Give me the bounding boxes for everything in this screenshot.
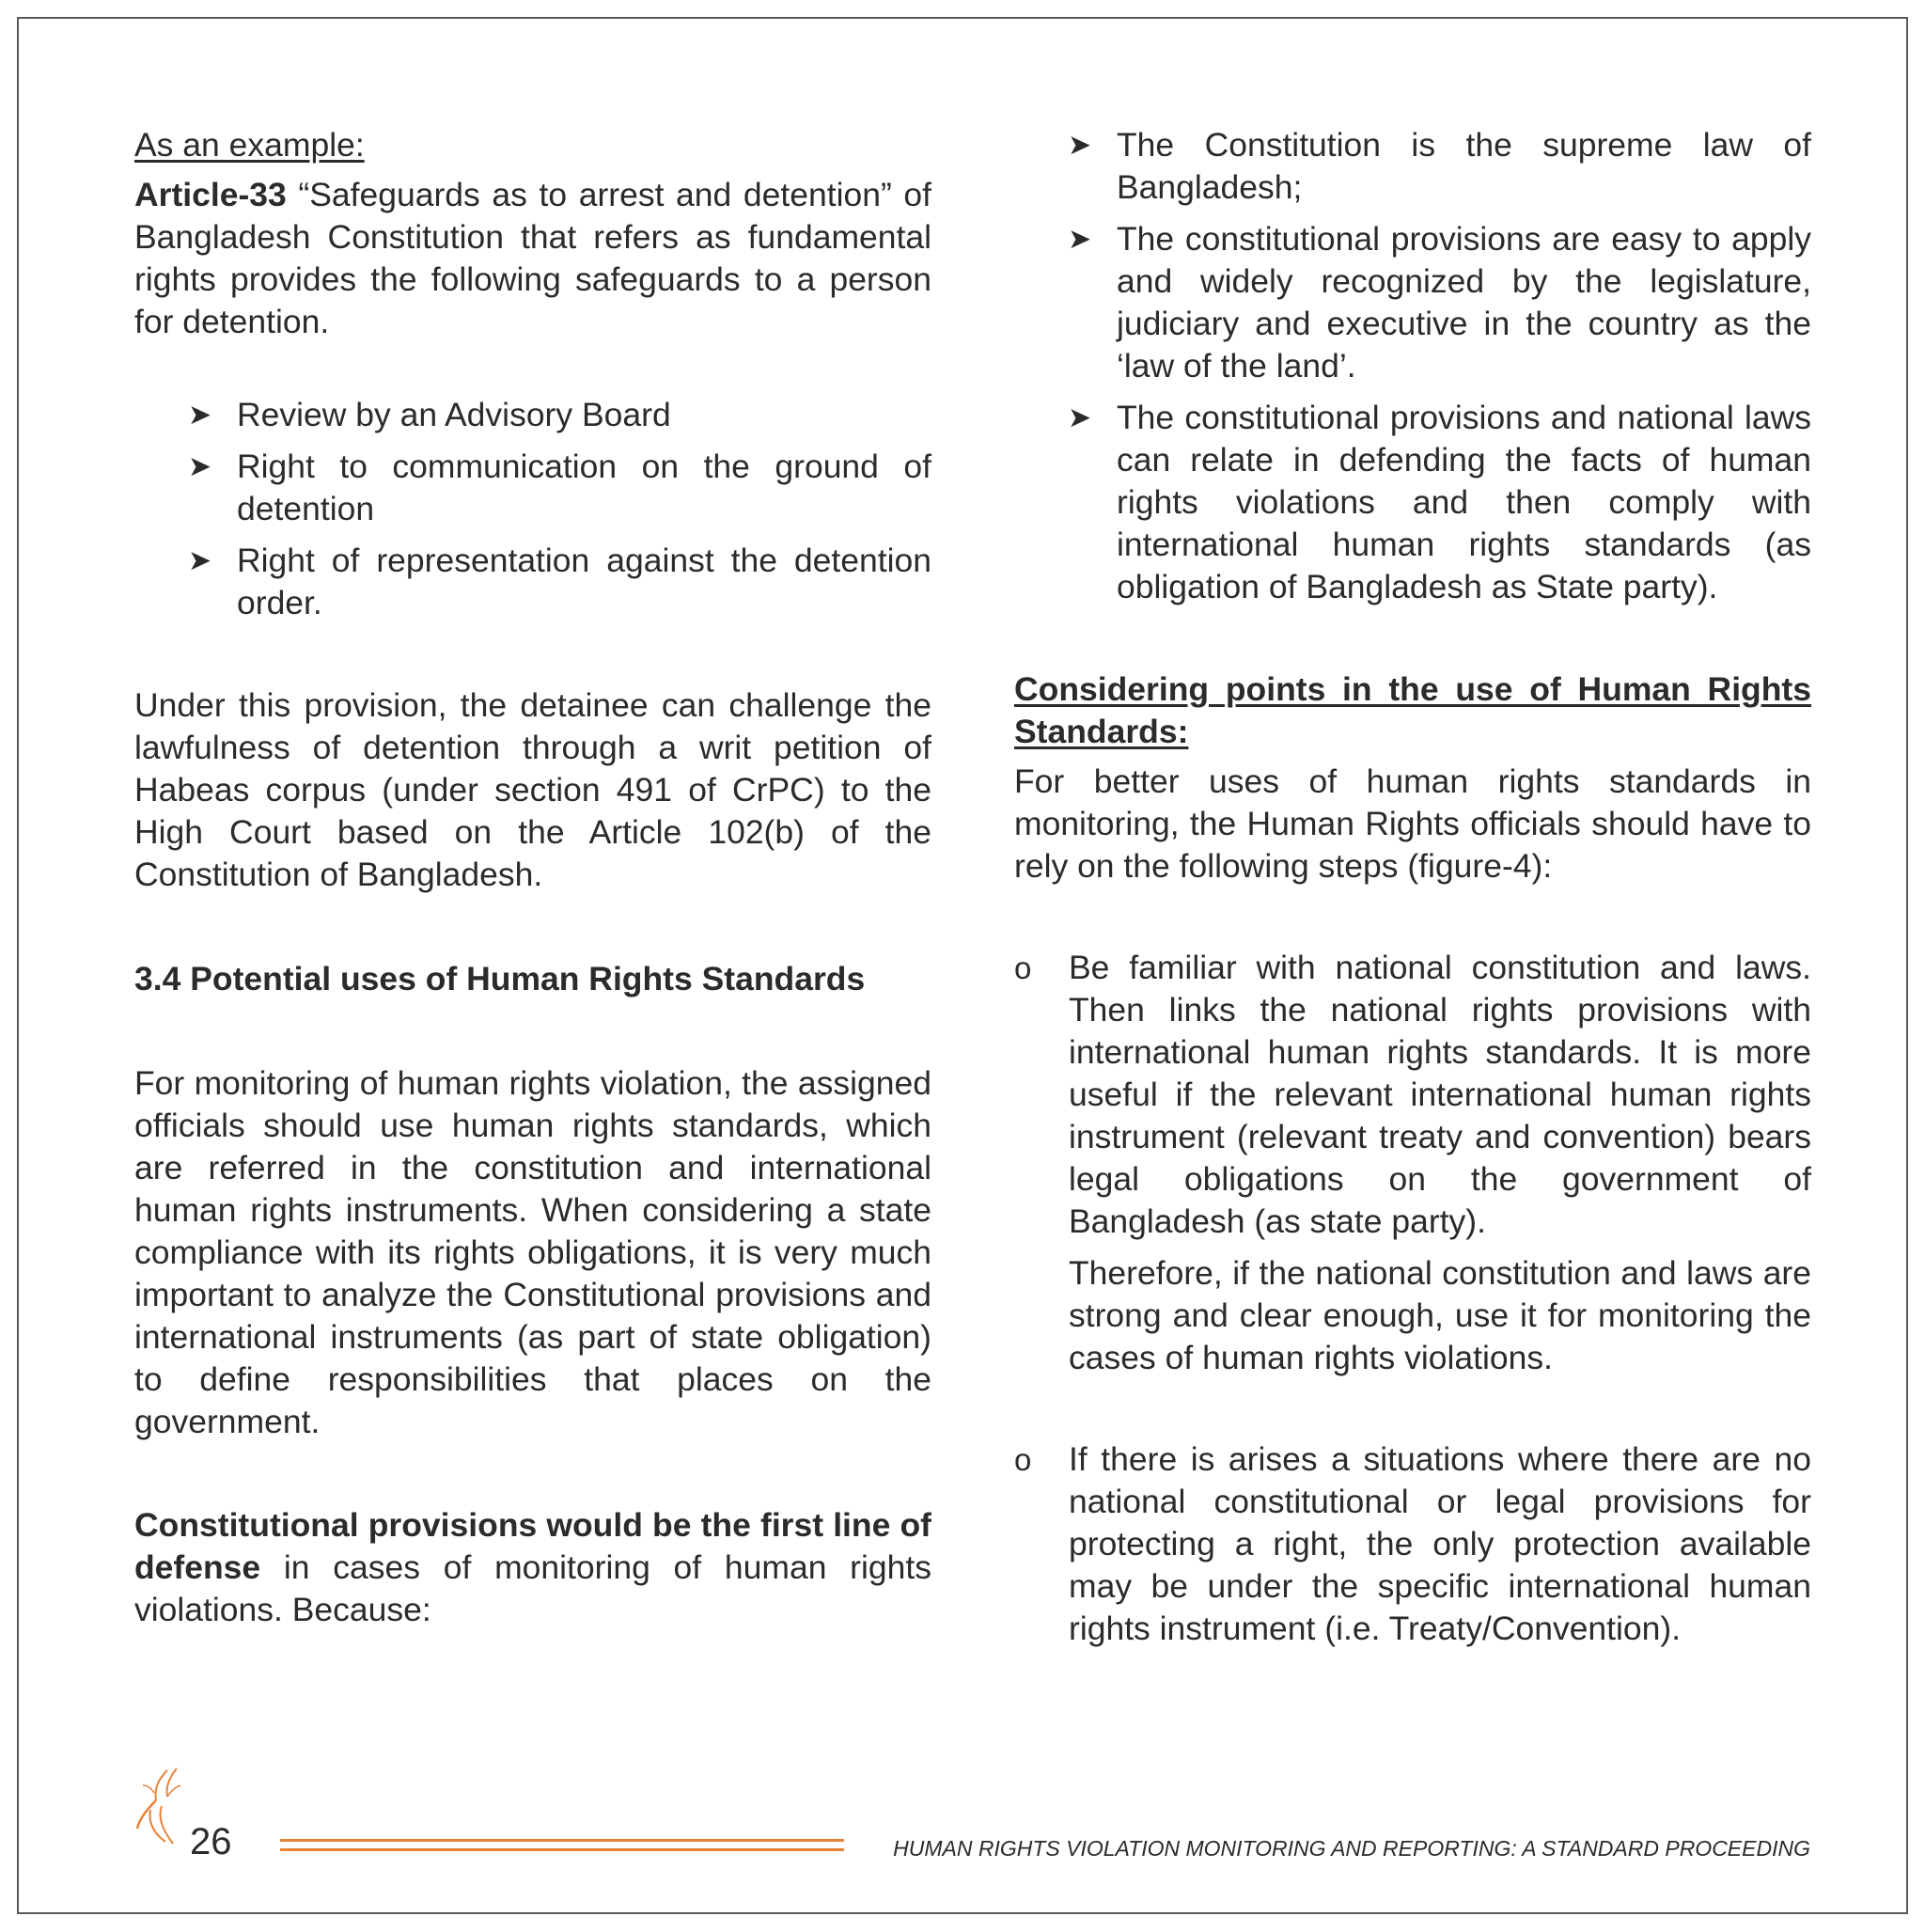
footer-rule-bottom <box>280 1848 844 1851</box>
provision-paragraph: Under this provision, the detainee can challenge the lawfulness of detention through a writ petition of Habeas corpus (under section 491 of CrPC) to the High Court based on the Article 102(b) of the Constitution of Bangladesh. <box>134 686 931 893</box>
right-column <box>1014 124 1811 1650</box>
considering-paragraph: For better uses of human rights standards in monitoring, the Human Rights officials should have to rely on the following steps (figure-4): <box>1014 762 1811 885</box>
step-text: If there is arises a situations where there are no national constitutional or legal provisions for protecting a right, the only protection available may be under the specific international human rights instrument (i.e. Treaty/Convention). <box>1069 1440 1811 1647</box>
circle-bullet-icon: o <box>1014 1442 1032 1477</box>
safeguards-list <box>188 394 931 624</box>
list-item: ➤ Right of representation against the detention order. <box>188 542 931 621</box>
step-extra-text: Therefore, if the national constitution and laws are strong and clear enough, use it for monitoring the cases of human rights violations. <box>1069 1254 1811 1376</box>
list-item: ➤ Review by an Advisory Board <box>188 394 931 436</box>
circle-bullet-icon: o <box>1014 950 1032 985</box>
arrow-bullet-icon: ➤ <box>1068 130 1092 161</box>
list-item: ➤ The constitutional provisions are easy to apply and widely recognized by the legislature, judiciary and executive in the country as the ‘law of the land’. <box>1068 220 1811 385</box>
arrow-bullet-icon: ➤ <box>1068 224 1092 255</box>
dancing-figures-logo-icon <box>130 1763 196 1857</box>
step-text: Be familiar with national constitution and laws. Then links the national rights provisions with international human rights standards. It is more useful if the relevant international human rights instrument (relevant treaty and convention) bears legal obligations on the government of Bangladesh (as state party). <box>1069 949 1811 1240</box>
left-column <box>134 124 931 1631</box>
footer-rule-top <box>280 1839 844 1842</box>
running-title: HUMAN RIGHTS VIOLATION MONITORING AND REPORTING: A STANDARD PROCEEDING <box>893 1836 1810 1861</box>
list-item: ➤ Right to communication on the ground of detention <box>188 448 931 527</box>
arrow-bullet-icon: ➤ <box>188 400 212 431</box>
arrow-bullet-icon: ➤ <box>1068 402 1092 433</box>
first-line-text: in cases of monitoring of human rights violations. Because: <box>134 1548 931 1628</box>
list-item <box>1014 1438 1811 1650</box>
arrow-bullet-icon: ➤ <box>188 545 212 576</box>
list-item: ➤ The Constitution is the supreme law of Bangladesh; <box>1068 126 1811 206</box>
section-heading: 3.4 Potential uses of Human Rights Standards <box>134 960 866 997</box>
list-item <box>1014 947 1811 1379</box>
article-label: Article-33 <box>134 176 287 213</box>
example-heading: As an example: <box>134 126 365 164</box>
considering-heading: Considering points in the use of Human Rights Standards: <box>1014 670 1811 750</box>
first-line-bold: Constitutional provisions would be the first line of defense <box>134 1506 931 1586</box>
because-list <box>1068 124 1811 608</box>
first-line-paragraph <box>134 1504 931 1631</box>
article-text: “Safeguards as to arrest and detention” of Bangladesh Constitution that refers as fundamental rights provides the following safeguards to a person for detention. <box>134 176 931 340</box>
list-item: ➤ The constitutional provisions and national laws can relate in defending the facts of human rights violations and then comply with international human rights standards (as obligation of Bangladesh as State party). <box>1068 399 1811 605</box>
page-number: 26 <box>190 1821 232 1862</box>
steps-list <box>1014 947 1811 1650</box>
monitoring-paragraph: For monitoring of human rights violation, the assigned officials should use human rights standards, which are referred in the constitution and international human rights instruments. When considering a state compliance with its rights obligations, it is very much important to analyze the Constitutional provisions and international instruments (as part of state obligation) to define responsibilities that places on the government. <box>134 1064 931 1440</box>
article-paragraph <box>134 174 931 343</box>
arrow-bullet-icon: ➤ <box>188 451 212 482</box>
